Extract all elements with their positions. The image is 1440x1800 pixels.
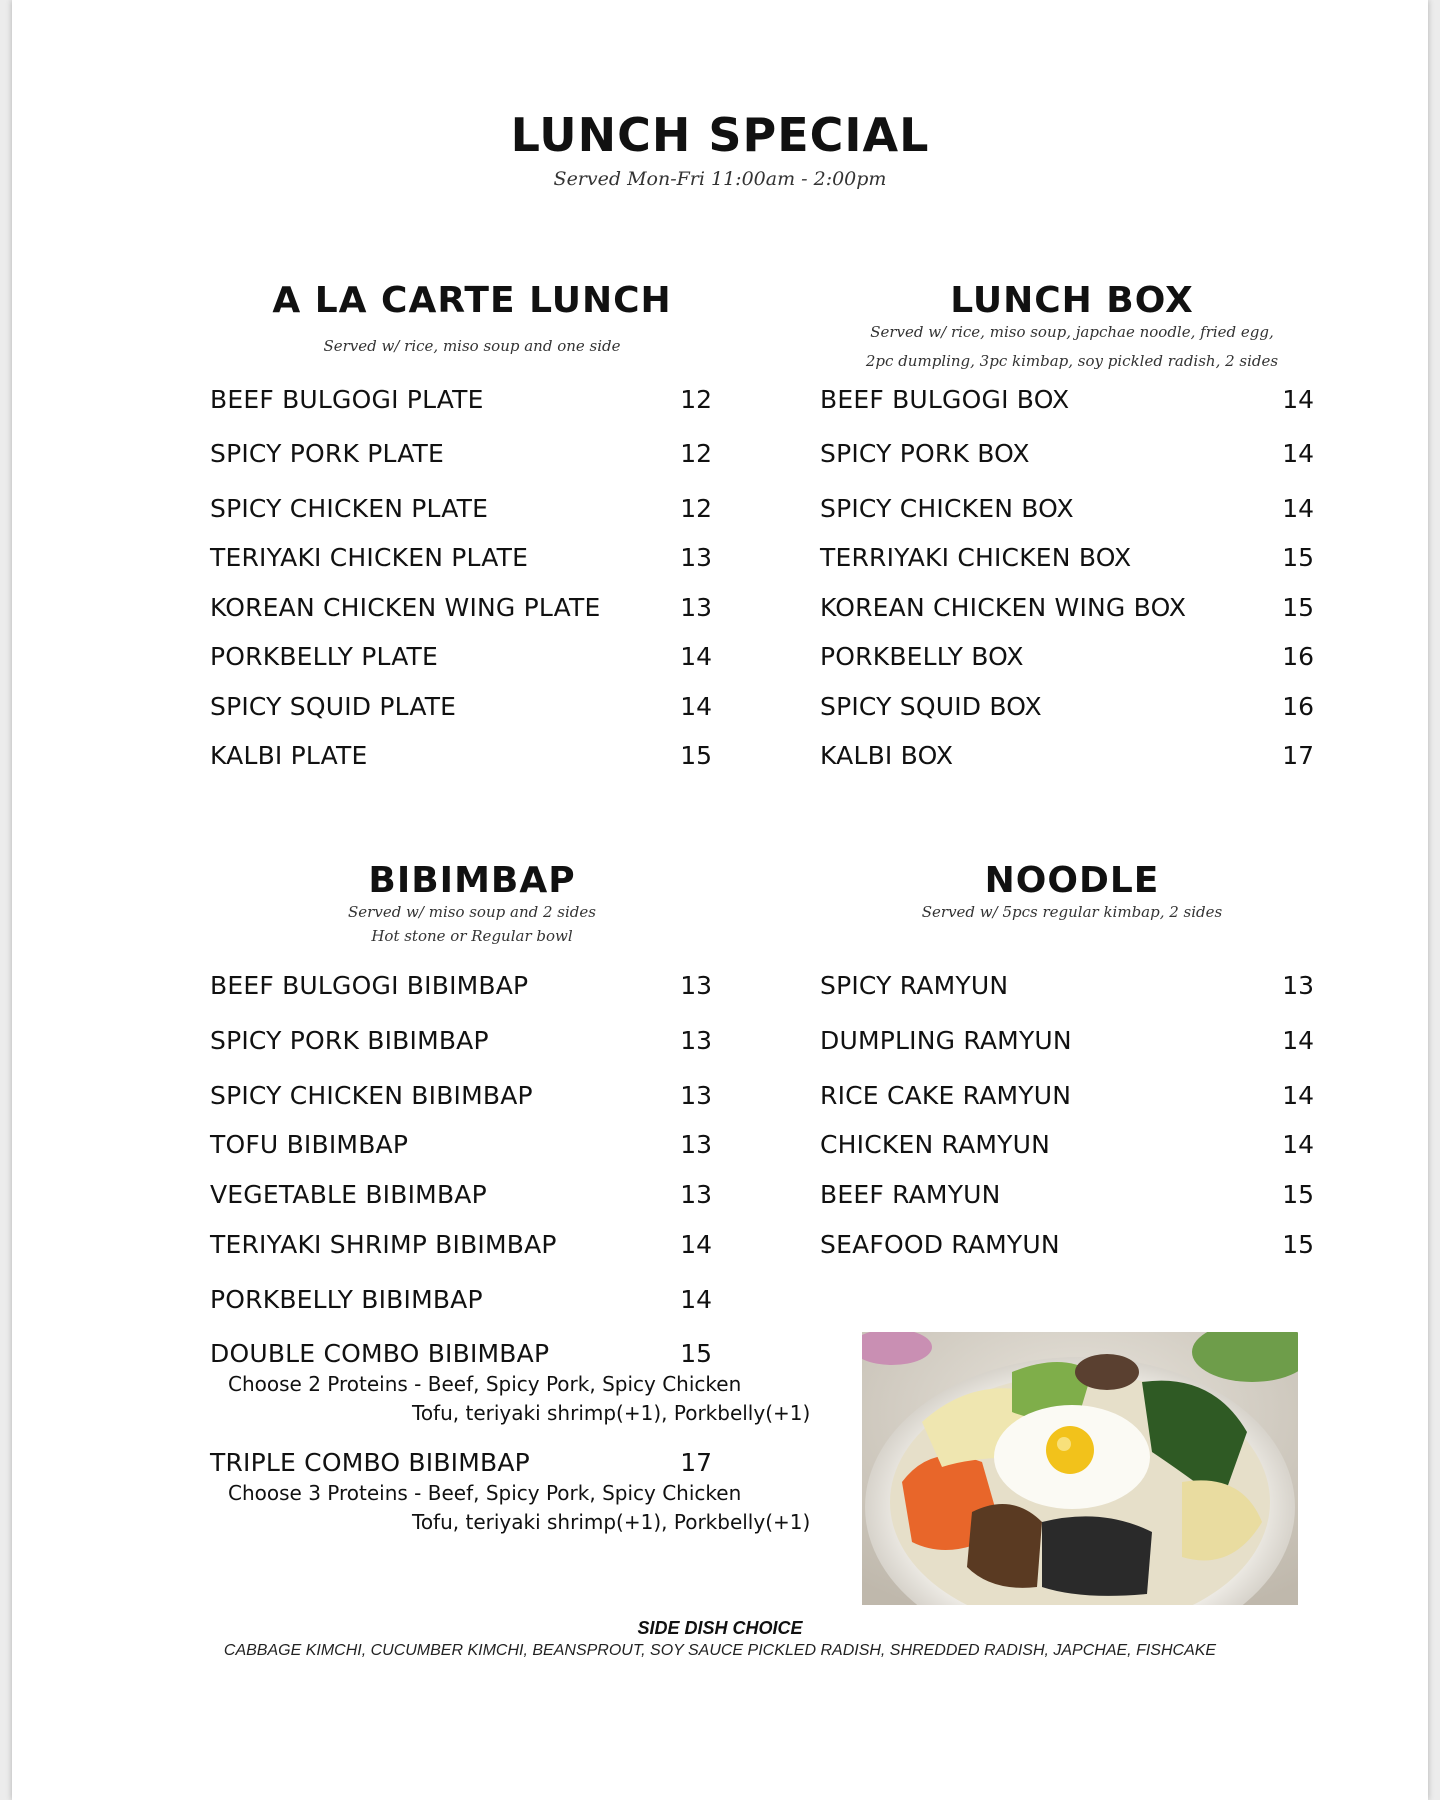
menu-item-price: 16 (1282, 642, 1314, 671)
bibimbap-note-line2: Hot stone or Regular bowl (371, 927, 573, 945)
menu-item-name: BEEF BULGOGI PLATE (210, 385, 484, 414)
bibimbap-note-line1: Served w/ miso soup and 2 sides (348, 903, 596, 921)
menu-item-price: 14 (1282, 1026, 1314, 1055)
noodle-note: Served w/ 5pcs regular kimbap, 2 sides (921, 903, 1223, 921)
menu-item-name: TERRIYAKI CHICKEN BOX (820, 543, 1132, 572)
menu-item-price: 14 (1282, 1130, 1314, 1159)
bibimbap-title: BIBIMBAP (368, 860, 576, 901)
lunch-box-note-line1: Served w/ rice, miso soup, japchae noodle, fried egg, (870, 323, 1274, 341)
menu-item-name: TOFU BIBIMBAP (210, 1130, 409, 1159)
menu-item-name: PORKBELLY BIBIMBAP (210, 1285, 483, 1314)
menu-item-name: SPICY PORK PLATE (210, 439, 445, 468)
menu-item-name: RICE CAKE RAMYUN (820, 1081, 1072, 1110)
menu-item-price: 15 (1282, 1180, 1314, 1209)
menu-item-price: 13 (680, 1081, 712, 1110)
page-title: LUNCH SPECIAL (510, 108, 930, 162)
menu-item-name: KALBI BOX (820, 741, 954, 770)
menu-item-price: 13 (1282, 971, 1314, 1000)
menu-item-name: BEEF BULGOGI BIBIMBAP (210, 971, 529, 1000)
menu-item-price: 14 (680, 692, 712, 721)
menu-item-price: 12 (680, 385, 712, 414)
menu-item-price: 14 (1282, 1081, 1314, 1110)
noodle-title: NOODLE (984, 860, 1160, 901)
menu-item-name: SEAFOOD RAMYUN (820, 1230, 1060, 1259)
menu-item-name: KALBI PLATE (210, 741, 368, 770)
menu-item-price: 15 (1282, 593, 1314, 622)
menu-item-price: 14 (1282, 385, 1314, 414)
menu-item-name: SPICY RAMYUN (820, 971, 1009, 1000)
menu-item-price: 13 (680, 971, 712, 1000)
menu-item-name: SPICY PORK BOX (820, 439, 1030, 468)
menu-item-name: BEEF BULGOGI BOX (820, 385, 1070, 414)
menu-item-name: PORKBELLY PLATE (210, 642, 439, 671)
menu-item-price: 14 (1282, 494, 1314, 523)
menu-item-name: CHICKEN RAMYUN (820, 1130, 1051, 1159)
menu-item-name: SPICY CHICKEN BIBIMBAP (210, 1081, 533, 1110)
menu-item-price: 15 (1282, 543, 1314, 572)
menu-item-price: 15 (680, 741, 712, 770)
menu-item-price: 12 (680, 439, 712, 468)
menu-item-name: TERIYAKI CHICKEN PLATE (210, 543, 529, 572)
double-combo-note-line1: Choose 2 Proteins - Beef, Spicy Pork, Spicy Chicken (228, 1372, 742, 1396)
menu-item-price: 13 (680, 1130, 712, 1159)
triple-combo-note-line1: Choose 3 Proteins - Beef, Spicy Pork, Spicy Chicken (228, 1481, 742, 1505)
bibimbap-note (172, 900, 772, 948)
double-combo-price: 15 (680, 1339, 712, 1368)
menu-item-name: SPICY SQUID PLATE (210, 692, 457, 721)
menu-item-price: 14 (680, 1230, 712, 1259)
side-dish-title: SIDE DISH CHOICE (637, 1618, 803, 1638)
double-combo-name: DOUBLE COMBO BIBIMBAP (210, 1339, 550, 1368)
menu-item-name: SPICY CHICKEN PLATE (210, 494, 489, 523)
menu-item-name: SPICY CHICKEN BOX (820, 494, 1074, 523)
page-subtitle: Served Mon-Fri 11:00am - 2:00pm (553, 168, 887, 190)
menu-item-name: VEGETABLE BIBIMBAP (210, 1180, 487, 1209)
menu-item-name: DUMPLING RAMYUN (820, 1026, 1072, 1055)
menu-item-price: 13 (680, 1180, 712, 1209)
lunch-box-note (772, 318, 1372, 376)
menu-item-name: KOREAN CHICKEN WING PLATE (210, 593, 601, 622)
bibimbap-bowl-illustration (862, 1332, 1298, 1605)
menu-item-price: 14 (680, 642, 712, 671)
side-dish-list: CABBAGE KIMCHI, CUCUMBER KIMCHI, BEANSPROUT, SOY SAUCE PICKLED RADISH, SHREDDED RADISH, JAPCHAE, FISHCAKE (223, 1642, 1217, 1659)
menu-page (12, 0, 1428, 1800)
menu-item-name: KOREAN CHICKEN WING BOX (820, 593, 1187, 622)
triple-combo-name: TRIPLE COMBO BIBIMBAP (210, 1448, 530, 1477)
menu-item-price: 13 (680, 593, 712, 622)
menu-item-price: 14 (1282, 439, 1314, 468)
triple-combo-price: 17 (680, 1448, 712, 1477)
menu-item-name: TERIYAKI SHRIMP BIBIMBAP (210, 1230, 557, 1259)
lunch-box-note-line2: 2pc dumpling, 3pc kimbap, soy pickled radish, 2 sides (865, 352, 1279, 370)
menu-item-name: SPICY SQUID BOX (820, 692, 1042, 721)
lunch-box-title: LUNCH BOX (950, 280, 1194, 321)
menu-item-price: 15 (1282, 1230, 1314, 1259)
menu-item-price: 14 (680, 1285, 712, 1314)
menu-item-name: SPICY PORK BIBIMBAP (210, 1026, 489, 1055)
bibimbap-photo (862, 1332, 1298, 1605)
menu-item-name: BEEF RAMYUN (820, 1180, 1001, 1209)
triple-combo-note-line2: Tofu, teriyaki shrimp(+1), Porkbelly(+1) (412, 1510, 811, 1534)
menu-item-price: 12 (680, 494, 712, 523)
menu-item-price: 13 (680, 543, 712, 572)
double-combo-note-line2: Tofu, teriyaki shrimp(+1), Porkbelly(+1) (412, 1401, 811, 1425)
a-la-carte-title: A LA CARTE LUNCH (272, 280, 672, 321)
menu-item-price: 17 (1282, 741, 1314, 770)
menu-item-price: 13 (680, 1026, 712, 1055)
menu-item-name: PORKBELLY BOX (820, 642, 1024, 671)
menu-item-price: 16 (1282, 692, 1314, 721)
a-la-carte-note: Served w/ rice, miso soup and one side (323, 337, 621, 355)
